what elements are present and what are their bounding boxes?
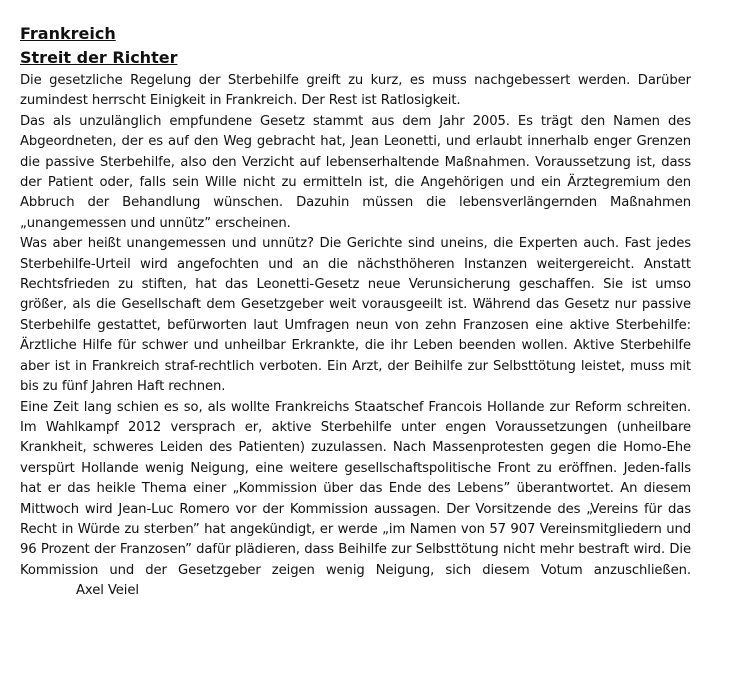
article-title: Streit der Richter xyxy=(20,48,178,67)
paragraph-text: Eine Zeit lang schien es so, als wollte Frankreichs Staatschef Francois Hollande zur Reform schreiten. Im Wahlkampf 2012 versprach er, aktive Sterbehilfe unter engen Voraussetzungen (unheilbare Krankheit, schweres Leiden des Patienten) zuzulassen. Nach Massenprotesten gegen die Homo-Ehe verspürt Hollande wenig Neigung, eine weitere gesellschaftspolitische Front zu eröffnen. Jeden-falls hat er das heikle Thema einer „Kommission über das Ende des Lebens” überantwortet. An diesem Mittwoch wird Jean-Luc Romero vor der Kommission aussagen. Der Vorsitzende des „Vereins für das Recht in Würde zu sterben” hat angekündigt, er werde „im Namen von 57 907 Vereinsmitgliedern und 96 Prozent der Franzosen” dafür plädieren, dass Beihilfe zur Selbsttötung nicht mehr bestraft wird. Die Kommission und der Gesetzgeber zeigen wenig Neigung, sich diesem Votum anzuschließen. xyxy=(20,399,691,578)
section-heading: Frankreich xyxy=(20,24,116,43)
paragraph-last xyxy=(20,398,691,602)
paragraph: Das als unzulänglich empfundene Gesetz stammt aus dem Jahr 2005. Es trägt den Namen des Abgeordneten, der es auf den Weg gebracht hat, Jean Leonetti, und erlaubt innerhalb enger Grenzen die passive Sterbehilfe, also den Verzicht auf lebenserhaltende Maßnahmen. Voraussetzung ist, dass der Patient oder, falls sein Wille nicht zu ermitteln ist, die Angehörigen und ein Ärztegremium den Abbruch der Behandlung wünschen. Dazuhin müssen die lebensverlängernden Maßnahmen „unangemessen und unnütz” erscheinen. xyxy=(20,113,691,231)
paragraph: Was aber heißt unangemessen und unnütz? Die Gerichte sind uneins, die Experten auch. Fast jedes Sterbehilfe-Urteil wird angefochten und an die nächsthöheren Instanzen weitergereicht. Anstatt Rechtsfrieden zu stiften, hat das Leonetti-Gesetz neue Verunsicherung geschaffen. Sie ist umso größer, als die Gesellschaft dem Gesetzgeber weit vorausgeeilt ist. Während das Gesetz nur passive Sterbehilfe gestattet, befürworten laut Umfragen neun von zehn Franzosen eine aktive Sterbehilfe: Ärztliche Hilfe für schwer und unheilbar Erkrankte, die ihr Leben beenden wollen. Aktive Sterbehilfe aber ist in Frankreich straf-rechtlich verboten. Ein Arzt, der Beihilfe zur Selbsttötung leistet, muss mit bis zu fünf Jahren Haft rechnen. xyxy=(20,236,691,395)
paragraph: Die gesetzliche Regelung der Sterbehilfe greift zu kurz, es muss nachgebessert werden. Darüber zumindest herrscht Einigkeit in Frankreich. Der Rest ist Ratlosigkeit. xyxy=(20,73,691,109)
article-body xyxy=(20,71,691,602)
author-byline: Axel Veiel xyxy=(76,583,139,599)
